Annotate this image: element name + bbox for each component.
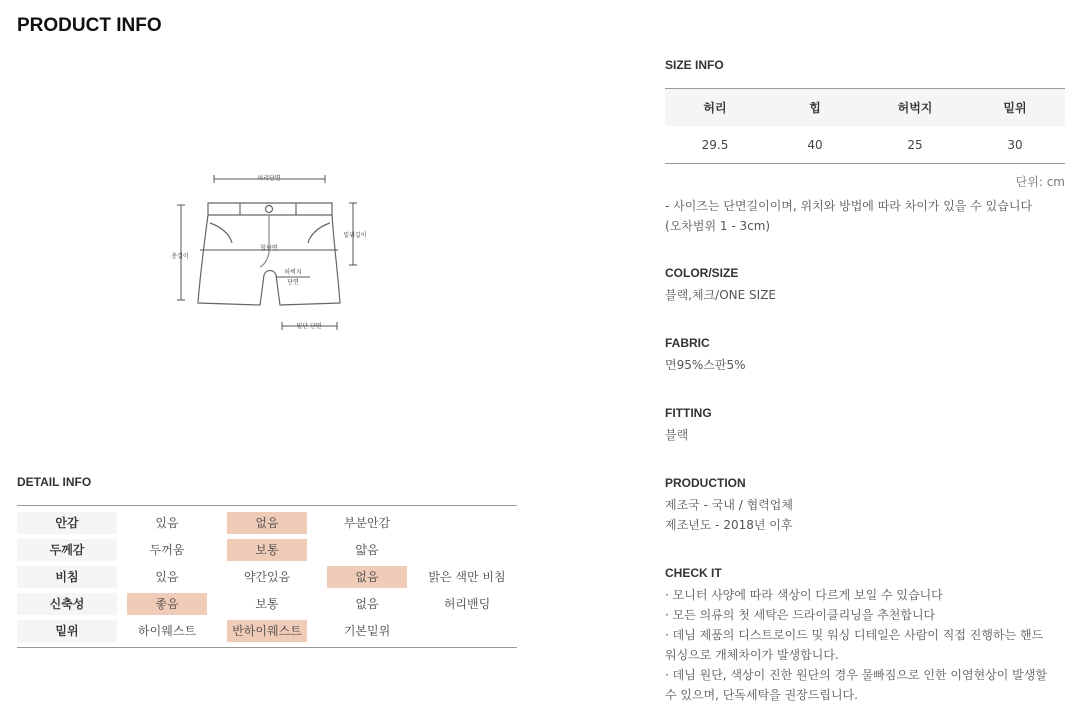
- detail-cell: 없음: [355, 596, 379, 611]
- page-title: PRODUCT INFO: [17, 15, 162, 36]
- detail-row-rise: [17, 617, 517, 644]
- size-header-rise: 밑위: [1003, 101, 1027, 115]
- size-table: [665, 88, 1065, 164]
- detail-row-label: 신축성: [17, 593, 117, 615]
- check-it-line: 워싱으로 개체차이가 발생합니다.: [665, 648, 839, 662]
- diagram-rise-label: 밑위길이: [343, 232, 367, 239]
- detail-row-label: 두께감: [17, 539, 117, 561]
- size-info-title: SIZE INFO: [665, 58, 724, 72]
- detail-cell: 약간있음: [243, 569, 291, 584]
- detail-row-lining: [17, 509, 517, 536]
- size-value-hip: 40: [807, 137, 823, 152]
- detail-cell: 기본밑위: [343, 623, 391, 638]
- size-note: [665, 196, 1065, 236]
- production-line: 제조년도 - 2018년 이후: [665, 518, 793, 532]
- shorts-diagram: [160, 165, 390, 340]
- detail-cell: 두꺼움: [149, 542, 185, 557]
- detail-cell: 있음: [155, 515, 179, 530]
- detail-cell-selected: 없음: [227, 512, 307, 534]
- detail-cell: [427, 620, 507, 642]
- size-note-line: (오차범위 1 - 3cm): [665, 219, 771, 233]
- color-size-section: [665, 266, 1065, 305]
- size-table-header: [665, 89, 1065, 126]
- detail-row-label: 비침: [17, 566, 117, 588]
- diagram-total-length-label: 총길이: [171, 253, 189, 260]
- fitting-section: [665, 406, 1065, 445]
- detail-cell-selected: 없음: [327, 566, 407, 588]
- size-header-thigh: 허벅지: [897, 101, 933, 115]
- detail-row-label: 안감: [17, 512, 117, 534]
- fabric-section: [665, 336, 1065, 375]
- detail-row-thickness: [17, 536, 517, 563]
- diagram-hip-label: 힙단면: [260, 245, 278, 252]
- size-note-line: - 사이즈는 단면길이이며, 위치와 방법에 따라 차이가 있을 수 있습니다: [665, 199, 1033, 213]
- check-it-section: [665, 566, 1065, 705]
- size-value-waist: 29.5: [701, 137, 729, 152]
- diagram-thigh-label-1: 허벅지: [284, 269, 302, 276]
- size-value-thigh: 25: [907, 137, 923, 152]
- color-size-title: COLOR/SIZE: [665, 266, 739, 280]
- production-section: [665, 476, 1065, 535]
- detail-cell-selected: 좋음: [127, 593, 207, 615]
- production-title: PRODUCTION: [665, 476, 746, 490]
- check-it-line: · 모니터 사양에 따라 색상이 다르게 보일 수 있습니다: [665, 588, 943, 602]
- diagram-thigh-label-2: 단면: [287, 279, 299, 286]
- detail-info-title: DETAIL INFO: [17, 475, 92, 489]
- detail-cell: 허리밴딩: [443, 596, 491, 611]
- detail-cell: 밝은 색만 비침: [428, 569, 506, 584]
- detail-cell: 얇음: [355, 542, 379, 557]
- detail-row-sheerness: [17, 563, 517, 590]
- fitting-title: FITTING: [665, 406, 712, 420]
- check-it-line: · 데님 원단, 색상이 진한 원단의 경우 물빠짐으로 인한 이염현상이 발생할: [665, 668, 1047, 682]
- detail-cell: 보통: [255, 596, 279, 611]
- detail-cell-selected: 반하이웨스트: [227, 620, 307, 642]
- detail-info-section: [17, 475, 517, 648]
- fabric-value: 면95%스판5%: [665, 358, 746, 372]
- detail-info-table: [17, 505, 517, 648]
- production-line: 제조국 - 국내 / 협력업체: [665, 498, 793, 512]
- diagram-waist-label: 허리단면: [257, 175, 281, 182]
- diagram-hem-label: 밑단 단면: [296, 323, 322, 330]
- detail-cell: [427, 539, 507, 561]
- check-it-line: · 모든 의류의 첫 세탁은 드라이클리닝을 추천합니다: [665, 608, 936, 622]
- check-it-line: 수 있으며, 단독세탁을 권장드립니다.: [665, 688, 858, 702]
- fitting-value: 블랙: [665, 428, 689, 442]
- detail-cell: 있음: [155, 569, 179, 584]
- detail-cell-selected: 보통: [227, 539, 307, 561]
- check-it-line: · 데님 제품의 디스트로이드 및 워싱 디테일은 사람이 직접 진행하는 핸드: [665, 628, 1044, 642]
- fabric-title: FABRIC: [665, 336, 710, 350]
- detail-cell: 부분안감: [343, 515, 391, 530]
- check-it-title: CHECK IT: [665, 566, 722, 580]
- size-value-rise: 30: [1007, 137, 1023, 152]
- color-size-value: 블랙,체크/ONE SIZE: [665, 288, 777, 302]
- detail-cell: [427, 512, 507, 534]
- size-header-waist: 허리: [703, 101, 727, 115]
- detail-cell: 하이웨스트: [138, 623, 196, 638]
- size-unit: 단위: cm: [1015, 175, 1065, 189]
- info-column: [665, 54, 1065, 705]
- size-table-row: [665, 126, 1065, 163]
- detail-row-label: 밑위: [17, 620, 117, 642]
- size-header-hip: 힙: [809, 101, 821, 115]
- detail-row-stretch: [17, 590, 517, 617]
